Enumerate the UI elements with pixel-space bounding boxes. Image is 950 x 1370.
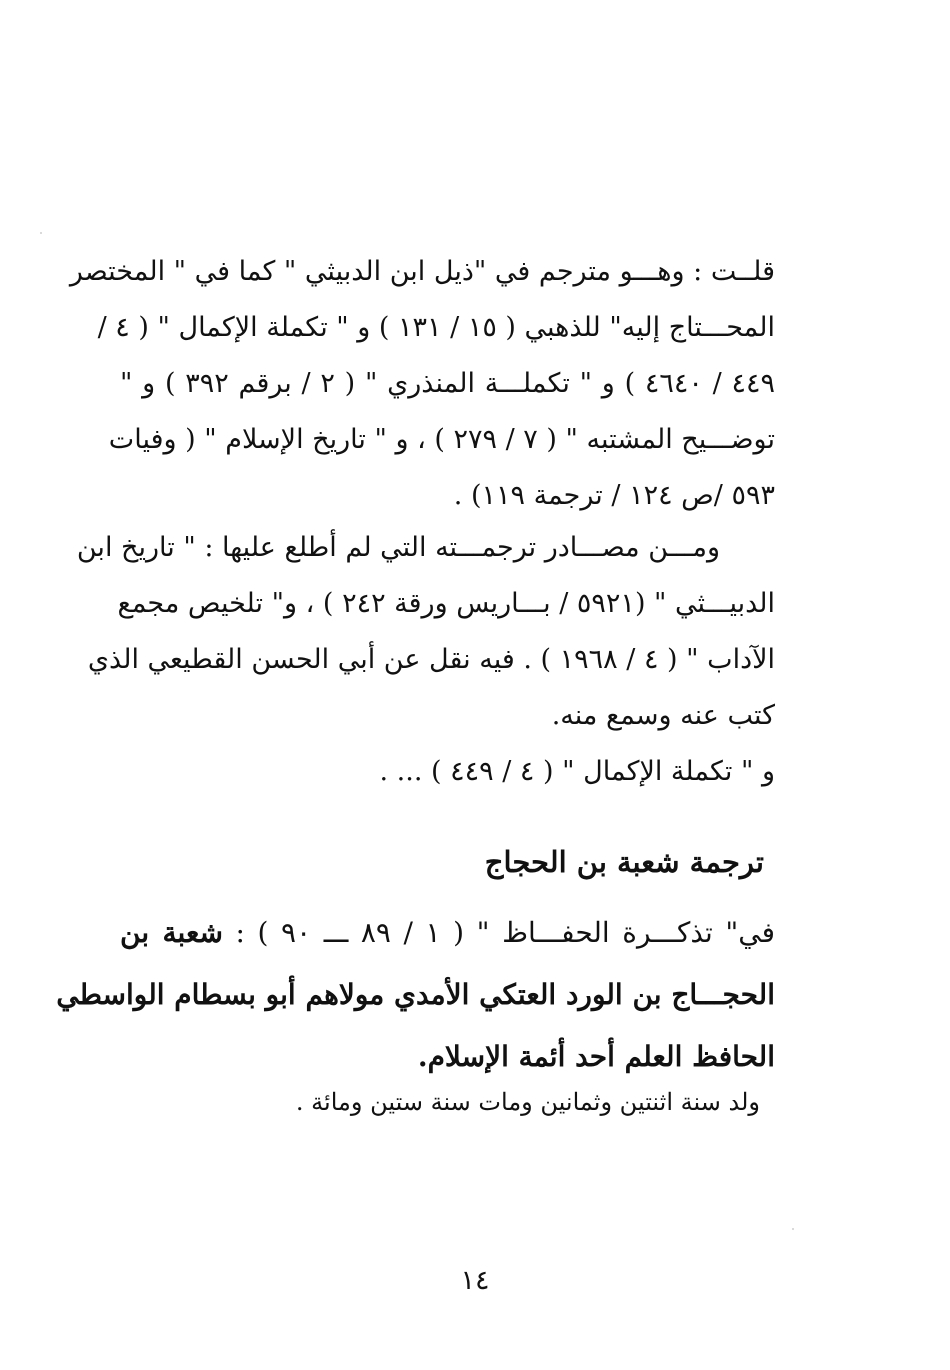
paragraph-other-sources: [76, 520, 775, 800]
paragraph-line: كتب عنه وسمع منه.: [551, 700, 775, 731]
page-number: ١٤: [460, 1265, 490, 1296]
paragraph-line: الآداب " ( ٤ / ١٩٦٨ ) . فيه نقل عن أبي الحسن القطيعي الذي: [87, 644, 775, 675]
paragraph-line: المحـــتاج إليه" للذهبي ( ١٥ / ١٣١ ) و " تكملة الإكمال " ( ٤ /: [97, 312, 775, 343]
paragraph-line: قلــت : وهـــو مترجم في "ذيل ابن الدبيثي " كما في " المختصر: [69, 256, 775, 287]
scan-speck: [792, 1228, 794, 1230]
paragraph-line: ومـــن مصـــادر ترجمـــته التي لم أطلع عليها : " تاريخ ابن: [76, 532, 720, 563]
citation-text: في" تذكـــرة الحفـــاظ " ( ١ / ٨٩ ـــ ٩٠ ) :: [222, 916, 775, 949]
bold-name-text: شعبة بن: [120, 916, 223, 949]
paragraph-sources: [69, 244, 775, 524]
paragraph-line: الحجـــاج بن الورد العتكي الأمدي مولاهم أبو بسطام الواسطي: [56, 978, 775, 1011]
paragraph-line: الدبيـــثي " (٥٩٢١ / بـــاريس ورقة ٢٤٢ ) ، و" تلخيص مجمع: [117, 588, 775, 619]
birth-death-line: ولد سنة اثنتين وثمانين ومات سنة ستين ومائة .: [295, 1088, 760, 1116]
paragraph-line: ٤٤٩ / ٤٦٤٠ ) و " تكملـــة المنذري " ( ٢ / برقم ٣٩٢ ) و ": [120, 368, 775, 399]
paragraph-line: توضـــيح المشتبه " ( ٧ / ٢٧٩ ) ، و " تاريخ الإسلام " ( وفيات: [108, 424, 775, 455]
paragraph-line: الحافظ العلم أحد أئمة الإسلام.: [417, 1040, 775, 1073]
paragraph-biography: [56, 902, 775, 1088]
paragraph-line: و " تكملة الإكمال " ( ٤ / ٤٤٩ ) ... .: [379, 756, 775, 787]
paragraph-line: [120, 902, 775, 964]
paragraph-line: ٥٩٣ /ص ١٢٤ / ترجمة ١١٩) .: [453, 480, 775, 511]
section-heading: ترجمة شعبة بن الحجاج: [484, 845, 764, 879]
scan-speck: [40, 232, 42, 234]
